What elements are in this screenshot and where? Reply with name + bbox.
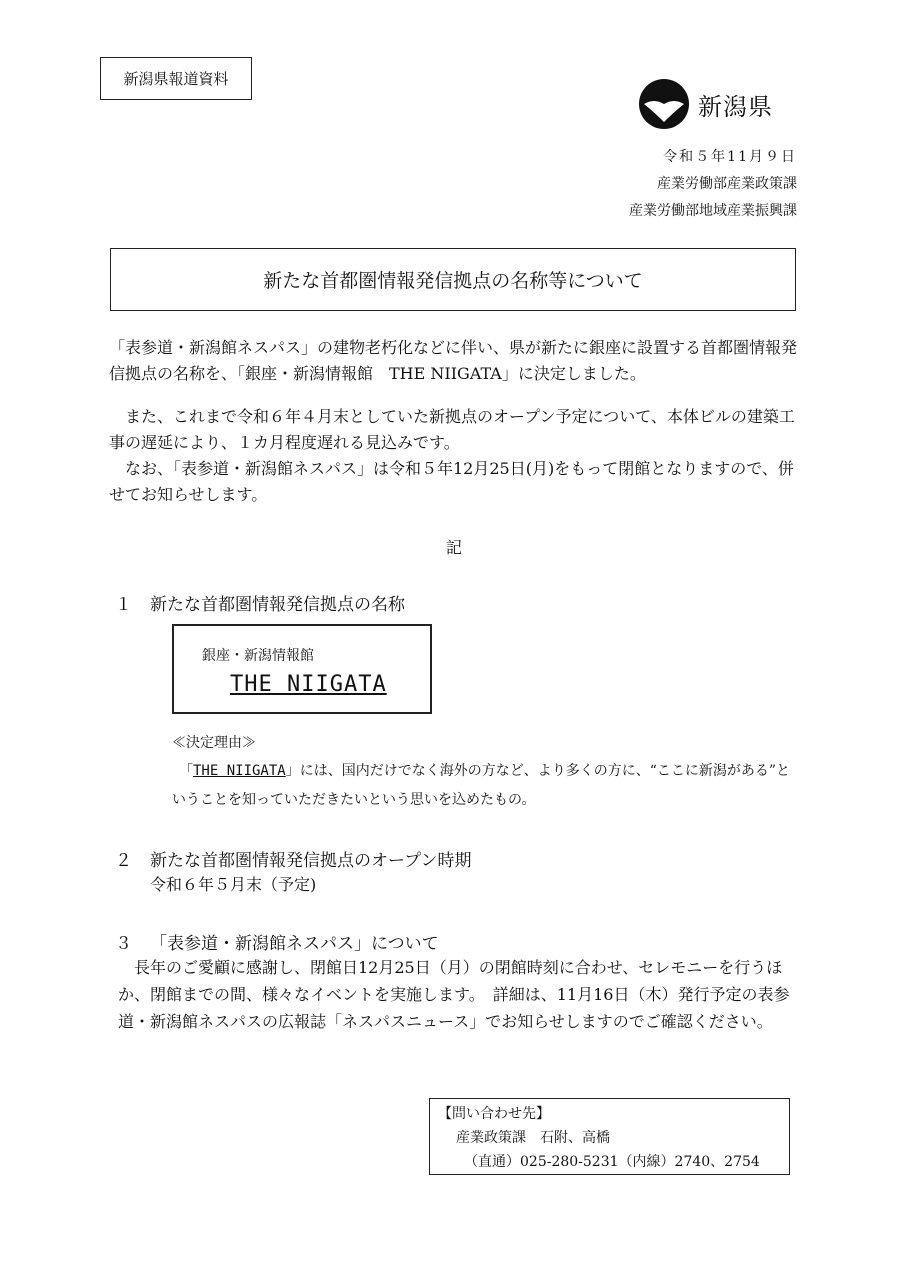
reason-text bbox=[172, 757, 802, 815]
intro-paragraph-2: また、これまで令和６年４月末としていた新拠点のオープン予定について、本体ビルの建築工事の遅延により、１カ月程度遅れる見込みです。 bbox=[109, 407, 795, 452]
ki-heading: 記 bbox=[446, 538, 463, 557]
section-1-number: １ bbox=[115, 595, 132, 615]
reason-open-bracket: 「 bbox=[186, 763, 193, 779]
niigata-emblem-icon bbox=[638, 78, 690, 130]
page-title: 新たな首都圏情報発信拠点の名称等について bbox=[110, 248, 796, 311]
release-date: 令和５年11月９日 bbox=[663, 149, 797, 165]
section-3-heading: 「表参道・新潟館ネスパス」について bbox=[150, 934, 439, 954]
contact-heading: 【問い合わせ先】 bbox=[438, 1106, 550, 1122]
section-1-heading: 新たな首都圏情報発信拠点の名称 bbox=[150, 595, 405, 615]
facility-name-english: THE NIIGATA bbox=[230, 672, 387, 697]
section-2-body: 令和６年５月末（予定) bbox=[150, 875, 317, 894]
section-2-number: ２ bbox=[115, 851, 132, 871]
department-1: 産業労働部産業政策課 bbox=[657, 176, 797, 192]
contact-box bbox=[429, 1098, 790, 1175]
facility-name-japanese: 銀座・新潟情報館 bbox=[202, 648, 314, 664]
press-release-tag: 新潟県報道資料 bbox=[100, 57, 252, 100]
section-3-body: 長年のご愛顧に感謝し、閉館日12月25日（月）の閉館時刻に合わせ、セレモニーを行うほか、閉館までの間、様々なイベントを実施します。 詳細は、11月16日（木）発行予定の表参道・新潟館ネスパスの広報誌「ネスパスニュース」でお知らせしますのでご確認ください。 bbox=[118, 958, 790, 1031]
facility-name-box bbox=[172, 624, 432, 714]
section-3-number: ３ bbox=[115, 934, 132, 954]
reason-body: 」には、国内だけでなく海外の方など、より多くの方に、“ここに新潟がある”ということを知っていただきたいという思いを込めたもの。 bbox=[172, 763, 791, 808]
prefecture-logo bbox=[638, 78, 773, 130]
reason-heading: ≪決定理由≫ bbox=[172, 735, 256, 751]
prefecture-name: 新潟県 bbox=[698, 92, 773, 121]
intro-paragraph-3: なお、「表参道・新潟館ネスパス」は令和５年12月25日(月)をもって閉館となりますので、併せてお知らせします。 bbox=[109, 459, 794, 504]
section-2-heading: 新たな首都圏情報発信拠点のオープン時期 bbox=[150, 851, 472, 871]
department-2: 産業労働部地域産業振興課 bbox=[629, 203, 797, 219]
contact-phone: （直通）025-280-5231（内線）2740、2754 bbox=[464, 1154, 760, 1170]
intro-paragraph-1: 「表参道・新潟館ネスパス」の建物老朽化などに伴い、県が新たに銀座に設置する首都圏情報発信拠点の名称を、「銀座・新潟情報館 THE NIIGATA」に決定しました。 bbox=[109, 338, 798, 383]
reason-facility-name: THE NIIGATA bbox=[193, 763, 286, 779]
contact-person: 産業政策課 石附、高橋 bbox=[456, 1130, 610, 1146]
